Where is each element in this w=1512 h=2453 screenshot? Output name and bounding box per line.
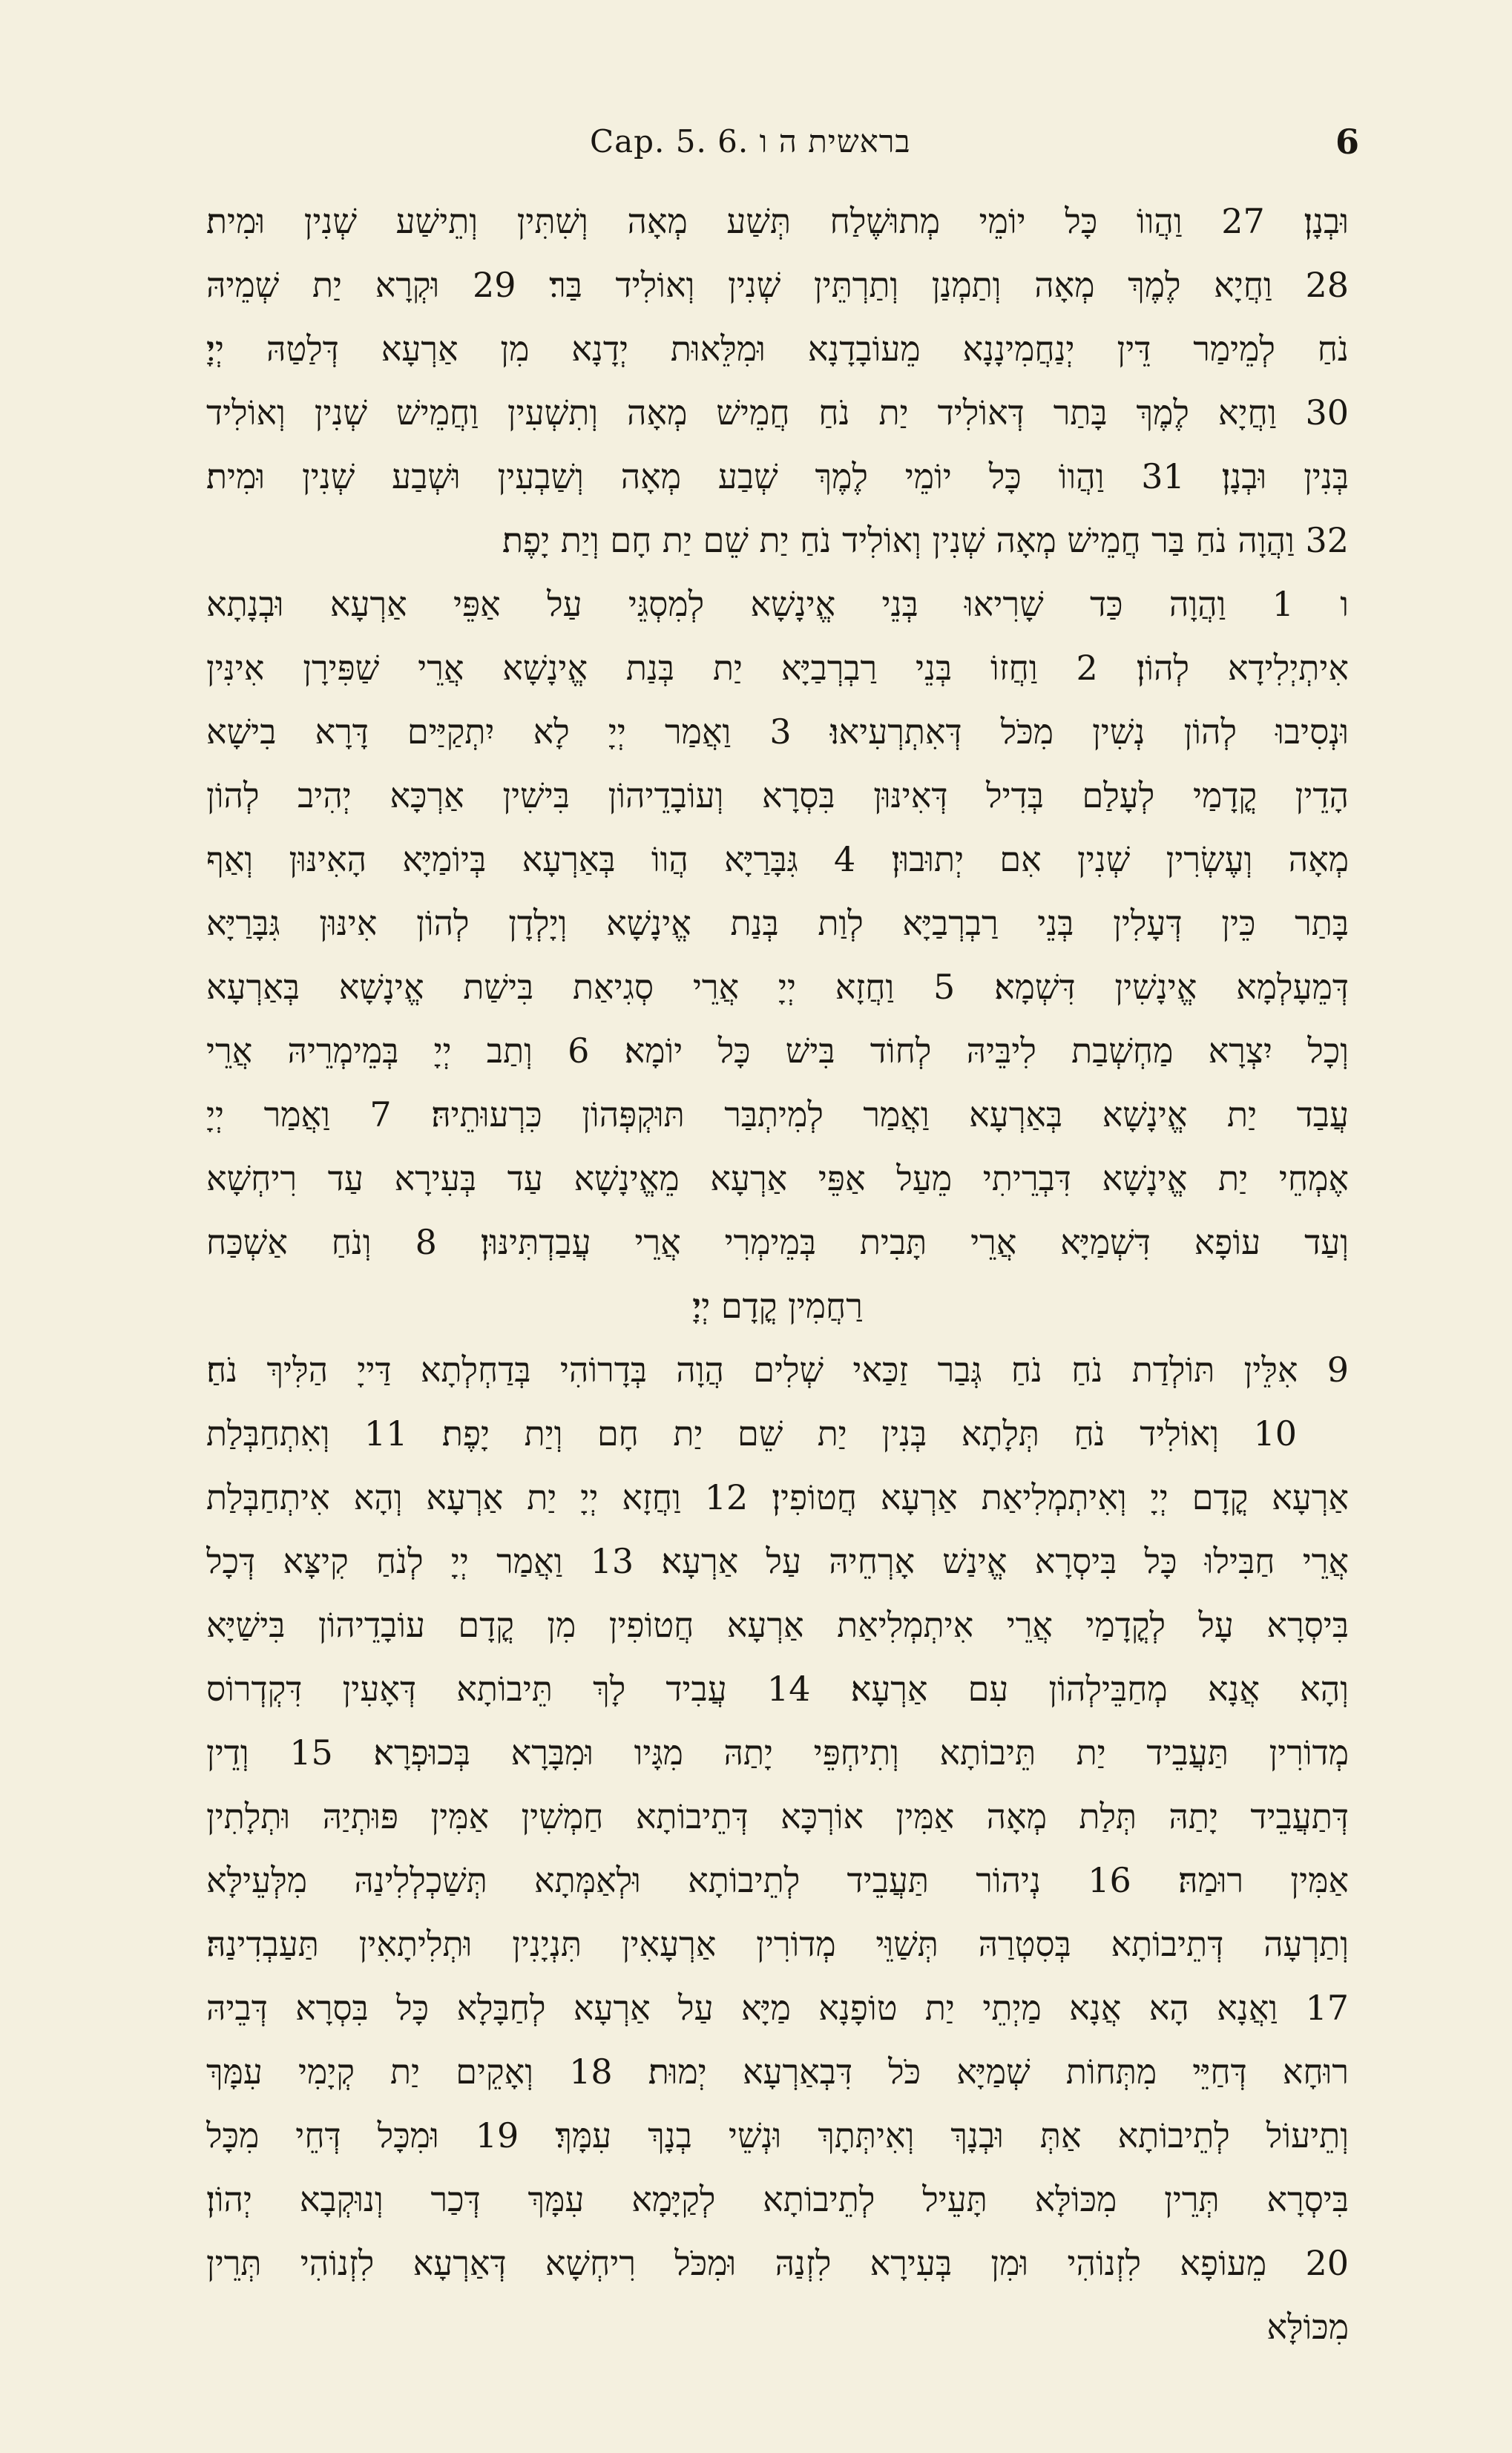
text-line: אַמִּין רוּמַהּ׃ 16 נְיהוֹר תַּעֲבֵיד לְתֵיבוֹתָא וּלְאַמְּתָא תְּשַׁכְלְלִינַהּ מִלְּעֵילָּא xyxy=(206,1860,1349,1900)
text-line: 30 וַחֲיָא לֶמֶךְ בָּתַר דְּאוֹלִיד יַת נֹחַ חֲמֵישׁ מְאָה וְתִשְׁעִין וַחֲמֵישׁ שְׁנִין וְאוֹלִיד xyxy=(206,393,1349,433)
chapter-label: Cap. 5. 6. בראשית ה ו xyxy=(590,123,911,160)
text-line: 9 אִלֵּין תּוֹלְדַת נֹחַ נֹחַ גְּבַר זַכַּאי שְׁלִים הֲוָה בְּדָרוֹהִי בְּדַחְלְתָא דַּייָ הַלִּיךְ נֹחַ׃ xyxy=(206,1350,1349,1390)
text-line: בִּיסְרָא תְּרֵין מִכּוֹלָּא תָּעֵיל לְתֵיבוֹתָא לְקַיָּמָא עִמָּךְ דְּכַר וְנוּקְבָא יְהוֹן׃ xyxy=(206,2179,1349,2219)
text-line: אִיתְיְלִידָא לְהוֹן׃ 2 וַחֲזוֹ בְּנֵי רַבְרְבַיָּא יַת בְּנַת אֱינָשָׁא אֲרֵי שַׁפִּירָן אִינִּין xyxy=(206,648,1349,688)
text-line: 28 וַחֲיָא לֶמֶךְ מְאָה וְתַמְנַן וְתַרְתֵּין שְׁנִין וְאוֹלִיד בַּר׃ 29 וּקְרָא יַת שְׁמֵיהּ xyxy=(206,265,1349,305)
text-line: בְּנִין וּבְנָן׃ 31 וַהֲווֹ כָּל יוֹמֵי לֶמֶךְ שְׁבַע מְאָה וְשַׁבְעִין וּשְׁבַע שְׁנִין וּמִית׃ xyxy=(206,456,1349,496)
text-line: מִכּוֹלָּא xyxy=(1266,2307,1349,2347)
text-line: דְּמֵעָלְמָא אֱינָשִׁין דִּשְׁמָא׃ 5 וַחֲזָא יְיָ אֲרֵי סְגִיאַת בִּישַׁת אֱינָשָׁא בְּאַרְעָא xyxy=(206,967,1349,1007)
text-line: בִּיסְרָא עָל לְקֳדָמַי אֲרֵי אִיתְמְלִיאַת אַרְעָא חֲטוֹפִין מִן קֳדָם עוֹבָדֵיהוֹן בִּישַׁיָּא xyxy=(206,1605,1349,1645)
text-line: וְהָא אֲנָא מְחַבֵּילְהוֹן עִם אַרְעָא׃ 14 עֲבִיד לָךְ תֵּיבוֹתָא דְּאָעִין דִּקְדְרוֹס xyxy=(206,1669,1349,1709)
text-line: מְאָה וְעֶשְׂרִין שְׁנִין אִם יְתוּבוּן׃ 4 גִּבָּרַיָּא הֲווֹ בְּאַרְעָא בְּיוֹמַיָּא הָאִינּוּן וְאַף xyxy=(206,839,1349,879)
text-line: הָדֵין קֳדָמַי לְעָלַם בְּדִיל דְּאִינּוּן בִּסְרָא וְעוֹבָדֵיהוֹן בִּישִׁין אַרְכָּא יְהִיב לְהוֹן xyxy=(206,775,1349,815)
text-line: דְּתַעֲבֵיד יָתַהּ תְּלַת מְאָה אַמִּין אוֹרְכָּא דְּתֵיבוֹתָא חַמְשִׁין אַמִּין פּוּתְיַהּ וּתְלָתִין xyxy=(206,1796,1349,1836)
text-line: רַחֲמִין קֳדָם יְיָ׃ xyxy=(692,1286,863,1326)
text-line: 10 וְאוֹלִיד נֹחַ תְּלָתָא בְּנִין יַת שֵׁם יַת חָם וְיַת יָפֶת׃ 11 וְאִתְחַבְּלַת xyxy=(206,1413,1297,1454)
text-line: וְעַד עוֹפָא דִּשְׁמַיָּא אֲרֵי תָּבִית בְּמֵימְרִי אֲרֵי עֲבַדְתִּינּוּן׃ 8 וְנֹחַ אַשְׁכַּח xyxy=(206,1222,1349,1262)
text-line: אֲרֵי חַבִּילוּ כָּל בִּיסְרָא אֱינַשׁ אָרְחֵיהּ עַל אַרְעָא׃ 13 וַאֲמַר יְיָ לְנֹחַ קִיצָּא דְּכָל xyxy=(206,1541,1349,1581)
text-line: מְדוֹרִין תַּעֲבֵיד יַת תֵּיבוֹתָא וְתִיחְפֵּי יָתַהּ מִגָּיו וּמִבָּרָא בְּכוּפְרָא׃ 15 וְדֵין xyxy=(206,1733,1349,1773)
text-line: נֹחַ לְמֵימַר דֵּין יְנַחֲמִינָנָא מֵעוֹבָדָנָא וּמִלֵּאוּת יְדָנָא מִן אַרְעָא דְּלַטַהּ יְיָ׃ xyxy=(206,329,1349,369)
text-line: וְתֵיעוֹל לְתֵיבוֹתָא אַתְּ וּבְנָךְ וְאִיתְּתָךְ וּנְשֵׁי בְנָךְ עִמָּךְ׃ 19 וּמִכָּל דְּחֵי מִכָּל xyxy=(206,2115,1349,2155)
book-title-hebrew: בראשית ה ו xyxy=(759,123,911,160)
running-header xyxy=(0,119,1512,171)
text-line: אַרְעָא קֳדָם יְיָ וְאִיתְמְלִיאַת אַרְעָא חֲטוֹפִין׃ 12 וַחֲזָא יְיָ יַת אַרְעָא וְהָא אִיתְחַבְּלַת xyxy=(206,1477,1349,1517)
text-line: 32 וַהֲוָה נֹחַ בַּר חֲמֵישׁ מְאָה שְׁנִין וְאוֹלִיד נֹחַ יַת שֵׁם יַת חָם וְיַת יָפֶת׃ xyxy=(502,520,1349,560)
text-line: 20 מֵעוֹפָא לִזְנוֹהִי וּמִן בְּעִירָא לִזְנַהּ וּמִכֹּל רִיחְשָׁא דְּאַרְעָא לִזְנוֹהִי תְּרֵין xyxy=(206,2243,1349,2283)
text-line: בָּתַר כֵּין דְּעָלִין בְּנֵי רַבְרְבַיָּא לְוַת בְּנַת אֱינָשָׁא וְיָלְדָן לְהוֹן אִינּוּן גִּבָּרַיָּא xyxy=(206,903,1349,943)
text-line: וּבְנָן׃ 27 וַהֲווֹ כָּל יוֹמֵי מְתוּשֶׁלַח תְּשַׁע מְאָה וְשִׁתִּין וְתֵישַׁע שְׁנִין וּמִית׃ xyxy=(206,201,1349,241)
text-line: וְתַרְעָה דְּתֵיבוֹתָא בְּסִטְרַהּ תְּשַׁוֵּי מְדוֹרִין אַרְעָאִין תִּנְיָנִין וּתְלִיתָאִין תַּעַבְדִינַהּ׃ xyxy=(206,1924,1349,1964)
page-number: 6 xyxy=(1335,122,1359,162)
text-line: ו 1 וַהֲוָה כַּד שָׁרִיאוּ בְּנֵי אֱינָשָׁא לְמִסְגֵּי עַל אַפֵּי אַרְעָא וּבְנָתָא xyxy=(206,584,1349,624)
text-line: 17 וַאֲנָא הָא אֲנָא מַיְתֵי יַת טוֹפָנָא מַיָּא עַל אַרְעָא לְחַבָּלָא כָּל בִּסְרָא דְּבֵיהּ xyxy=(206,1988,1349,2028)
text-line: רוּחָא דְּחַיֵּי מִתְּחוֹת שְׁמַיָּא כֹּל דִּבְאַרְעָא יְמוּת׃ 18 וְאָקֵים יַת קְיָמִי עִמָּךְ xyxy=(206,2052,1349,2092)
body-text xyxy=(206,189,1349,2359)
text-line: וְכָל יִצְרָא מַחְשְׁבַת לִיבֵּיהּ לְחוֹד בִּישׁ כָּל יוֹמָא׃ 6 וְתַב יְיָ בְּמֵימְרֵיהּ אֲרֵי xyxy=(206,1031,1349,1071)
text-line: עֲבַד יַת אֱינָשָׁא בְּאַרְעָא וַאֲמַר לְמִיתְבַּר תּוּקְפְּהוֹן כִּרְעוּתֵיהּ׃ 7 וַאֲמַר יְיָ xyxy=(206,1094,1349,1134)
text-line: וּנְסִיבוּ לְהוֹן נְשִׁין מִכֹּל דְּאִתְרְעִיאוּ׃ 3 וַאֲמַר יְיָ לָא יִתְקַיַּים דָּרָא בִישָׁא xyxy=(206,712,1349,752)
text-line: אֶמְחֵי יַת אֱינָשָׁא דִּבְרֵיתִי מֵעַל אַפֵּי אַרְעָא מֵאֱינָשָׁא עַד בְּעִירָא עַד רִיחְשָׁא xyxy=(206,1158,1349,1198)
